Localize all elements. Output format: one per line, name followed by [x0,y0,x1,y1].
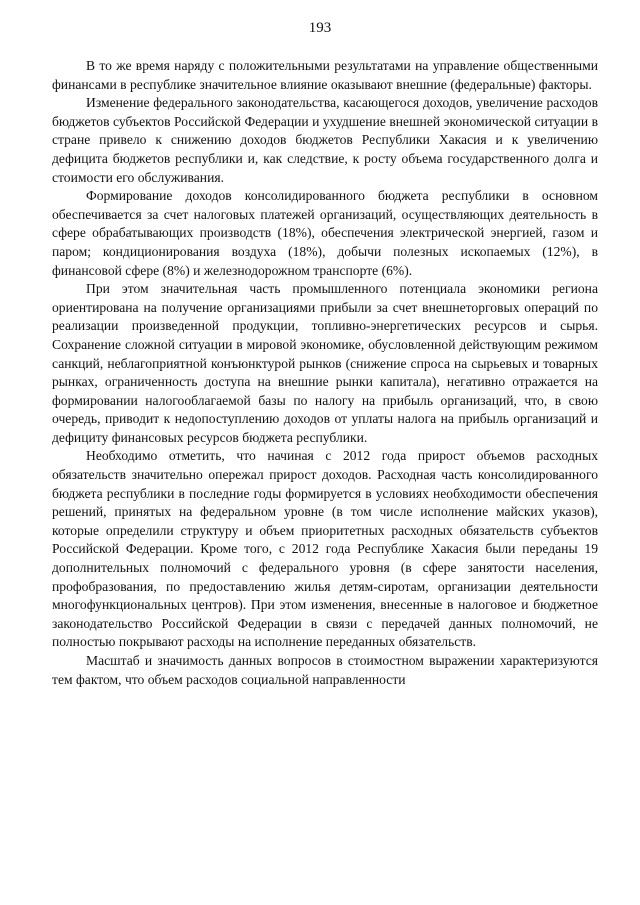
page-number: 193 [308,20,332,36]
paragraph: В то же время наряду с положительными результатами на управление общественными финансами в республике значительное влияние оказывают внешние (федеральные) факторы. [52,58,598,92]
paragraph: Масштаб и значимость данных вопросов в стоимостном выражении характеризуются тем фактом, что объем расходов социальной направленности [52,653,598,687]
paragraph: Изменение федерального законодательства, касающегося доходов, увеличение расходов бюджетов субъектов Российской Федерации и ухудшение внешней экономической ситуации в стране привело к снижению доходов бюджетов Республики Хакасия и к увеличению дефицита бюджетов республики и, как следствие, к росту объема государственного долга и стоимости его обслуживания. [52,95,598,185]
paragraph: Необходимо отметить, что начиная с 2012 года прирост объемов расходных обязательств значительно опережал прирост доходов. Расходная часть консолидированного бюджета республики в последние годы формируется в условиях необходимости обеспечения решений, принятых на федеральном уровне (в том числе исполнение майских указов), которые определили структуру и объем приоритетных расходных обязательств субъектов Российской Федерации. Кроме того, с 2012 года Республике Хакасия были переданы 19 дополнительных полномочий с федерального уровня (в сфере занятости населения, профобразования, по предоставлению жилья детям-сиротам, организации деятельности многофункциональных центров). При этом изменения, внесенные в налоговое и бюджетное законодательство Российской Федерации в связи с передачей данных полномочий, не полностью покрывают расходы на исполнение переданных обязательств. [52,448,598,650]
paragraph: Формирование доходов консолидированного бюджета республики в основном обеспечивается за счет налоговых платежей организаций, осуществляющих деятельность в сфере обрабатывающих производств (18%), обеспечения электрической энергией, газом и паром; кондиционирования воздуха (18%), добычи полезных ископаемых (12%), в финансовой сфере (8%) и железнодорожном транспорте (6%). [52,188,598,278]
body-text [52,57,598,689]
paragraph: При этом значительная часть промышленного потенциала экономики региона ориентирована на получение организациями прибыли за счет внешнеторговых операций по реализации произведенной продукции, топливно-энергетических ресурсов и сырья. Сохранение сложной ситуации в мировой экономике, обусловленной действующим режимом санкций, неблагоприятной конъюнктурой рынков (снижение спроса на сырьевых и товарных рынках, ограниченность доступа на внешние рынки капитала), негативно отражается на формировании налогооблагаемой базы по налогу на прибыль организаций, что, в свою очередь, приводит к недопоступлению доходов от уплаты налога на прибыль организаций и дефициту финансовых ресурсов бюджета республики. [52,281,598,445]
